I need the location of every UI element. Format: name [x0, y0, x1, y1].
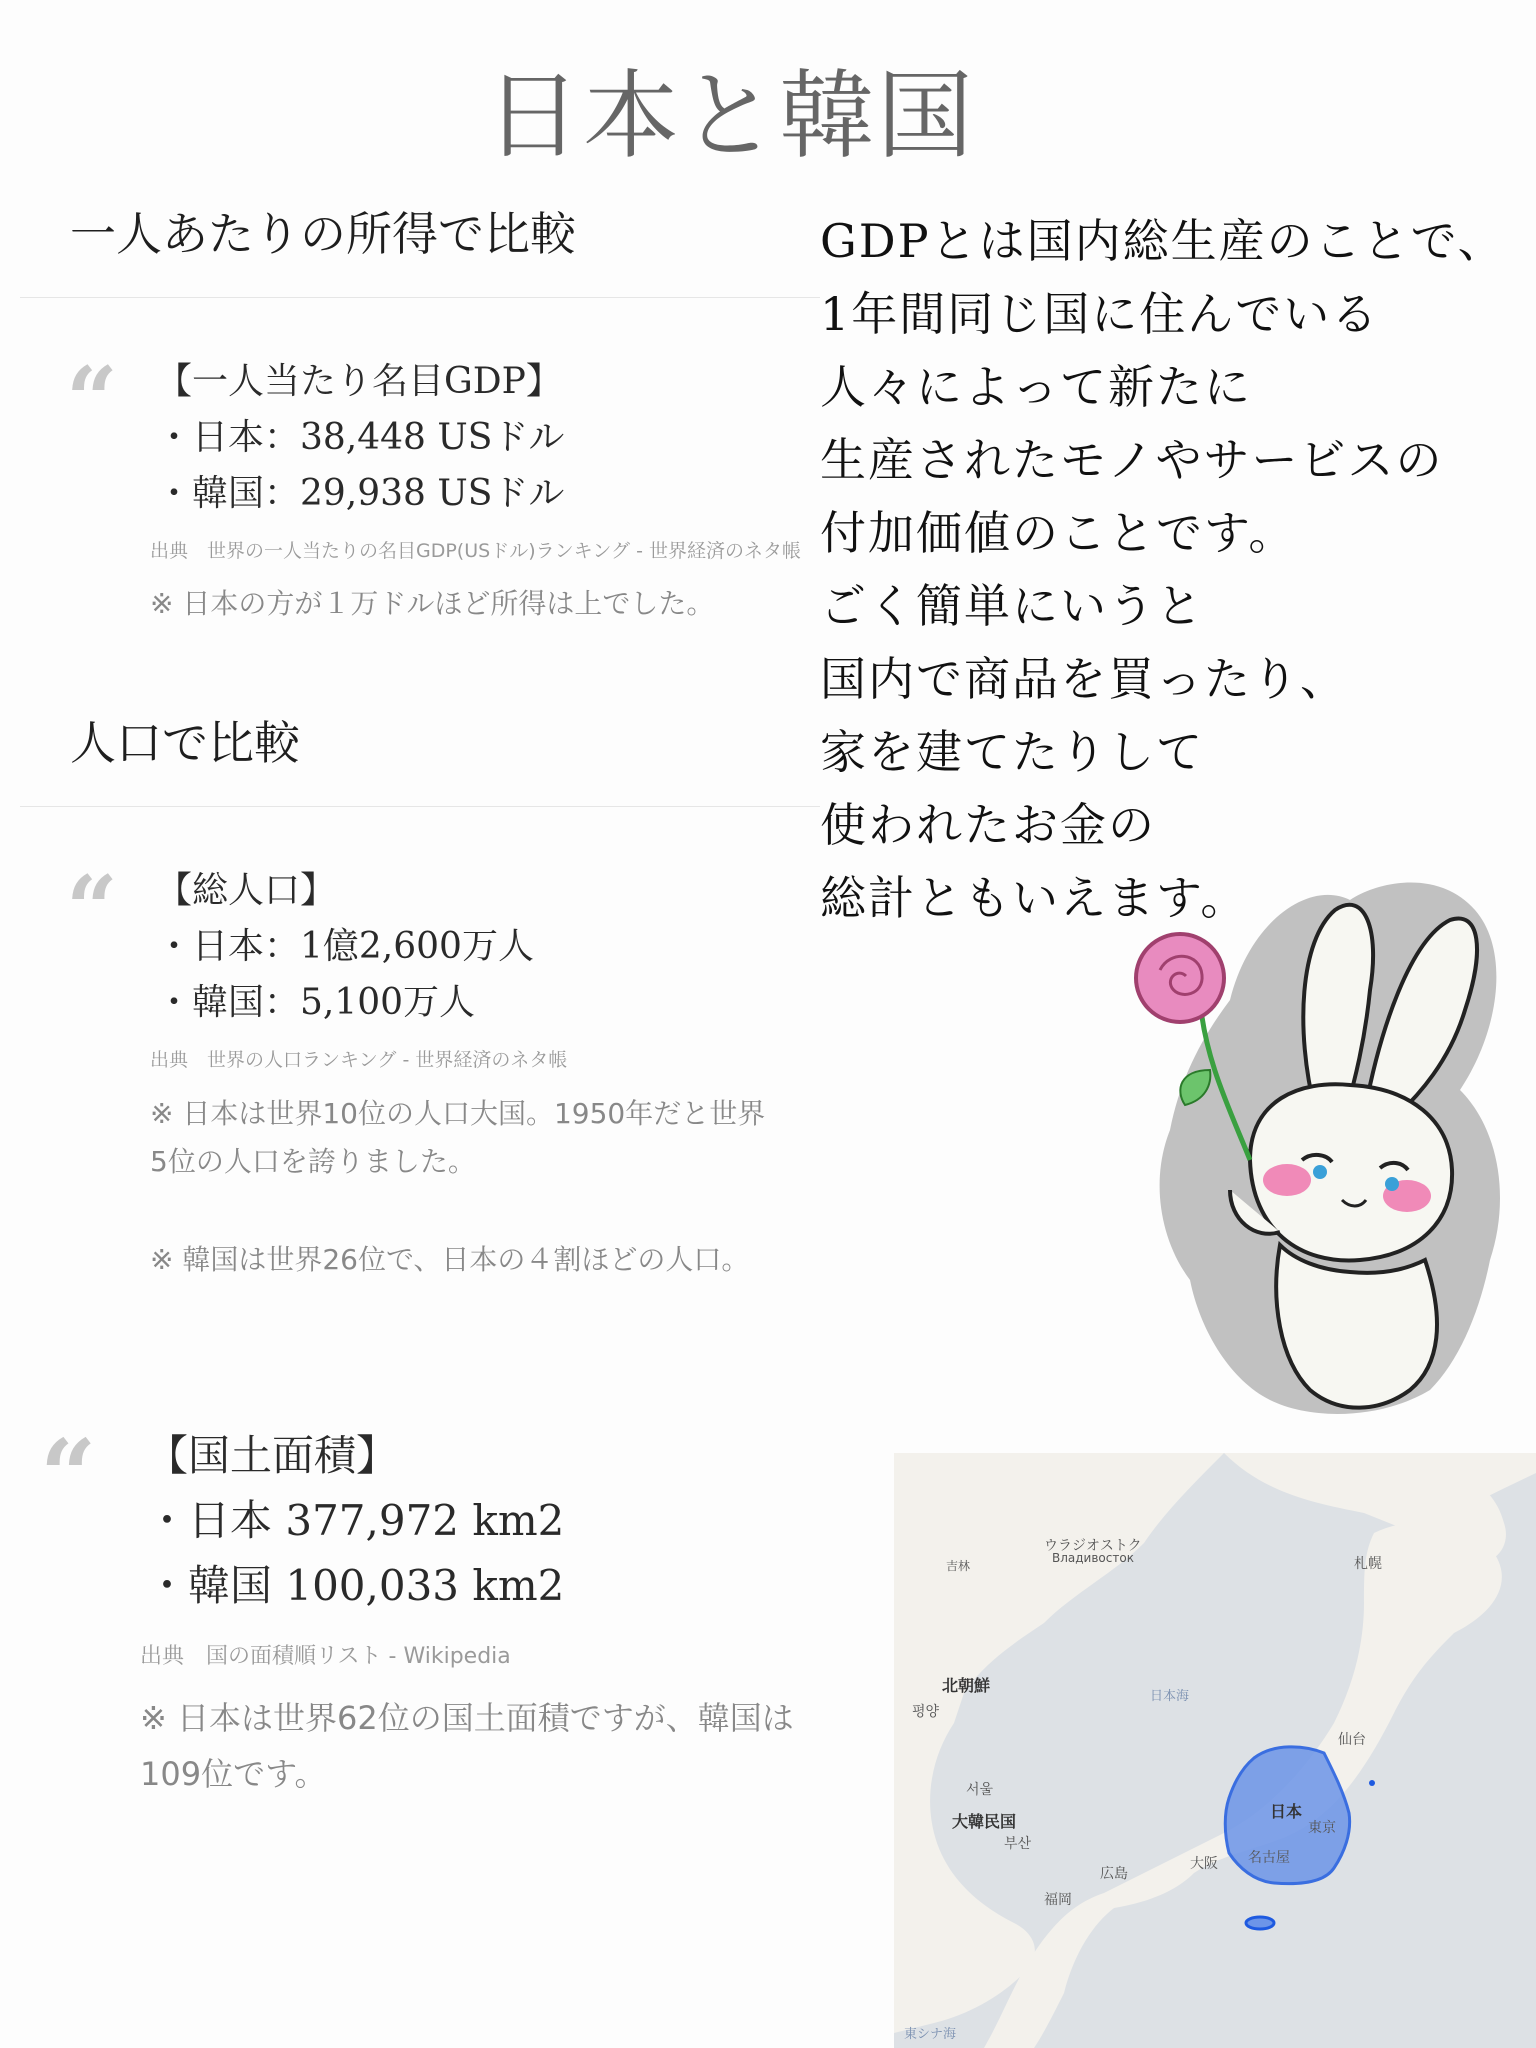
population-quote-title: 【総人口】	[156, 870, 337, 911]
population-note-1	[150, 1090, 765, 1186]
map-label-jilin: 吉林	[946, 1559, 971, 1573]
population-heading: 人口で比較	[70, 716, 300, 770]
income-japan: ・日本：38,448 USドル	[156, 417, 565, 458]
population-korea: ・韓国：5,100万人	[156, 982, 476, 1023]
area-note-line-1: ※ 日本は世界62位の国土面積ですが、韓国は	[140, 1699, 794, 1737]
map-label-busan: 부산	[1004, 1836, 1032, 1852]
map-label-sapporo: 札幌	[1354, 1556, 1382, 1572]
map	[894, 1453, 1536, 2048]
map-label-sea-of-japan: 日本海	[1150, 1689, 1190, 1704]
map-label-tokyo: 東京	[1308, 1820, 1336, 1836]
income-note: ※ 日本の方が１万ドルほど所得は上でした。	[150, 587, 715, 620]
map-label-pyongyang: 평양	[912, 1704, 940, 1720]
gdp-line: 家を建てたりして	[820, 725, 1204, 779]
map-label-north-korea: 北朝鮮	[942, 1676, 991, 1695]
income-divider	[20, 297, 820, 298]
gdp-explanation	[820, 205, 1520, 935]
map-label-fukuoka: 福岡	[1044, 1892, 1072, 1908]
map-label-nagoya: 名古屋	[1248, 1850, 1290, 1866]
map-label-sendai: 仙台	[1338, 1732, 1366, 1748]
map-label-vladivostok-ru: Владивосток	[1052, 1551, 1134, 1565]
gdp-line: GDPとは国内総生産のことで、	[820, 214, 1506, 268]
gdp-line: ごく簡単にいうと	[820, 579, 1204, 633]
bunny-with-rose-illustration	[1080, 860, 1536, 1430]
population-divider	[20, 806, 820, 807]
gdp-line: 付加価値のことです。	[820, 506, 1297, 560]
area-note-line-2: 109位です。	[140, 1755, 327, 1793]
income-heading: 一人あたりの所得で比較	[70, 207, 576, 261]
map-label-vladivostok: ウラジオストク	[1044, 1538, 1142, 1554]
map-label-osaka: 大阪	[1190, 1856, 1218, 1872]
map-label-hiroshima: 広島	[1100, 1866, 1128, 1882]
gdp-line: 人々によって新たに	[820, 360, 1252, 414]
map-label-south-korea: 大韓民国	[952, 1812, 1017, 1831]
map-label-japan: 日本	[1270, 1802, 1303, 1821]
population-note-1-line-2: 5位の人口を誇りました。	[150, 1145, 476, 1178]
area-note	[140, 1690, 794, 1802]
gdp-line: 国内で商品を買ったり、	[820, 652, 1348, 706]
map-label-east-china-sea: 東シナ海	[904, 2027, 957, 2042]
gdp-line: 使われたお金の	[820, 798, 1156, 852]
population-note-1-line-1: ※ 日本は世界10位の人口大国。1950年だと世界	[150, 1097, 766, 1130]
area-korea: ・韓国 100,033 km2	[146, 1561, 565, 1610]
map-label-seoul: 서울	[966, 1782, 994, 1798]
income-korea: ・韓国：29,938 USドル	[156, 473, 565, 514]
area-japan: ・日本 377,972 km2	[146, 1496, 565, 1545]
gdp-line: 生産されたモノやサービスの	[820, 433, 1444, 487]
gdp-line: 1年間同じ国に住んでいる	[820, 287, 1380, 341]
quote-icon: “	[66, 347, 118, 453]
population-source: 出典 世界の人口ランキング - 世界経済のネタ帳	[150, 1049, 568, 1071]
income-quote-title: 【一人当たり名目GDP】	[156, 361, 562, 402]
quote-icon: “	[40, 1419, 97, 1534]
population-japan: ・日本：1億2,600万人	[156, 926, 534, 967]
page-title: 日本と韓国	[485, 60, 975, 172]
population-note-2: ※ 韓国は世界26位で、日本の４割ほどの人口。	[150, 1243, 750, 1276]
quote-icon: “	[66, 856, 118, 962]
area-source: 出典 国の面積順リスト - Wikipedia	[140, 1644, 511, 1669]
gdp-line: 総計ともいえます。	[820, 871, 1249, 925]
income-source: 出典 世界の一人当たりの名目GDP(USドル)ランキング - 世界経済のネタ帳	[150, 540, 801, 562]
map-geography	[894, 1453, 1536, 2048]
area-quote-title: 【国土面積】	[146, 1431, 399, 1480]
